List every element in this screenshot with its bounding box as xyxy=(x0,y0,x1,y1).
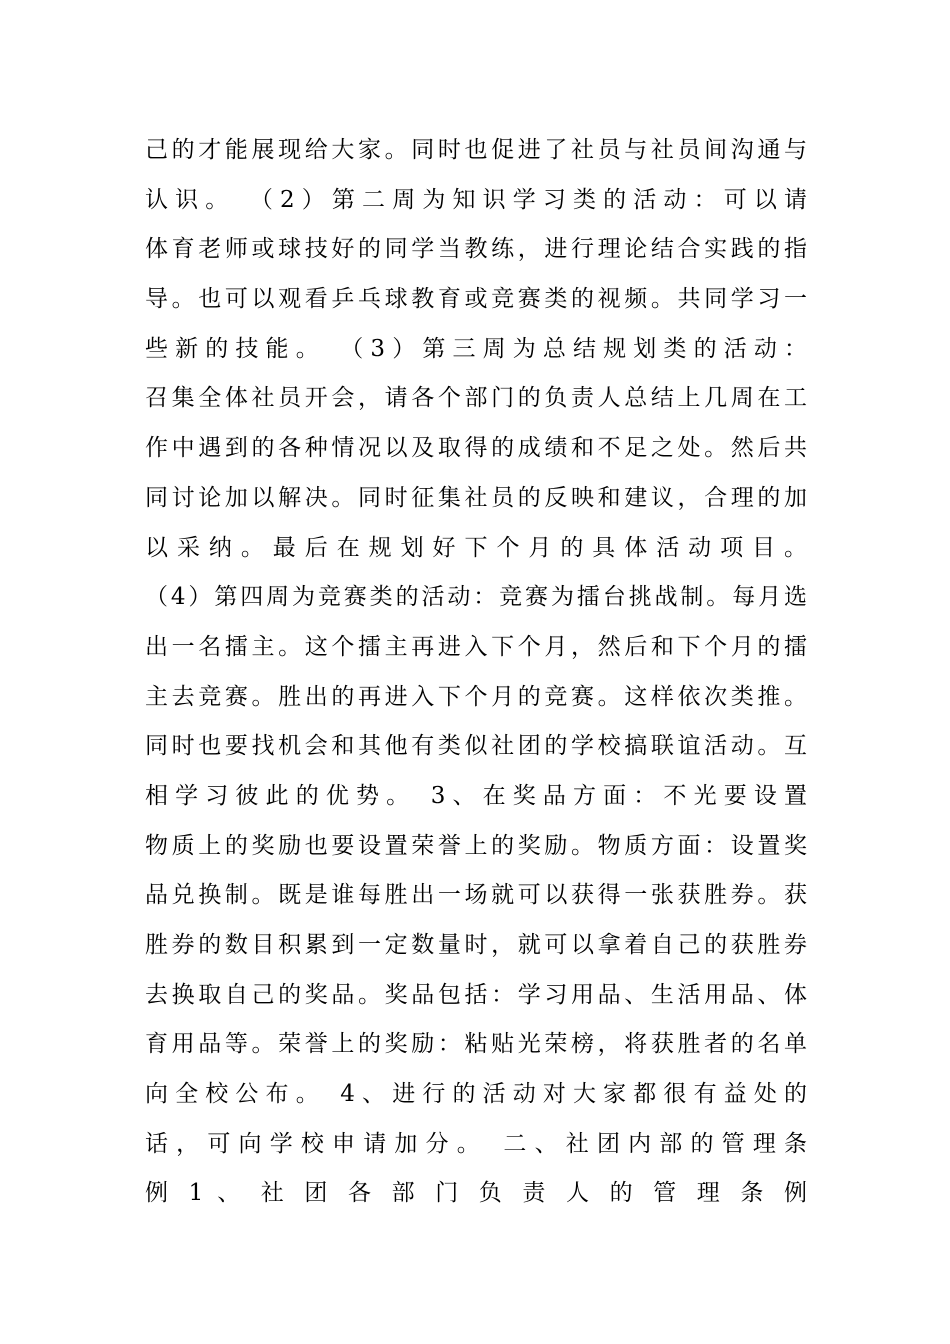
text-line-14: 相学习彼此的优势。 3、在奖品方面：不光要设置 xyxy=(145,782,807,809)
text-line-17: 胜券的数目积累到一定数量时，就可以拿着自己的获胜券 xyxy=(145,932,807,958)
text-line-12: 主去竞赛。胜出的再进入下个月的竞赛。这样依次类推。 xyxy=(145,683,807,710)
text-line-6: 召集全体社员开会，请各个部门的负责人总结上几周在工 xyxy=(145,385,807,412)
text-line-16: 品兑换制。既是谁每胜出一场就可以获得一张获胜券。获 xyxy=(145,882,807,909)
text-line-1: 己的才能展现给大家。同时也促进了社员与社员间沟通与 xyxy=(145,137,807,163)
text-line-13: 同时也要找机会和其他有类似社团的学校搞联谊活动。互 xyxy=(145,733,807,760)
text-line-2: 认识。 （2）第二周为知识学习类的活动：可以请 xyxy=(145,186,807,213)
text-line-22: 例 1 、 社 团 各 部 门 负 责 人 的 管 理 条 例 xyxy=(145,1180,807,1207)
text-line-4: 导。也可以观看乒乓球教育或竞赛类的视频。共同学习一 xyxy=(145,286,807,313)
text-line-3: 体育老师或球技好的同学当教练，进行理论结合实践的指 xyxy=(145,236,807,263)
text-line-10: （4）第四周为竞赛类的活动：竞赛为擂台挑战制。每月选 xyxy=(145,584,807,611)
text-line-20: 向全校公布。 4、进行的活动对大家都很有益处的 xyxy=(145,1081,807,1108)
text-line-7: 作中遇到的各种情况以及取得的成绩和不足之处。然后共 xyxy=(145,435,807,462)
text-line-9: 以 采 纳 。 最 后 在 规 划 好 下 个 月 的 具 体 活 动 项 目 。 xyxy=(145,534,807,561)
body-text xyxy=(145,126,807,1219)
text-line-21: 话，可向学校申请加分。 二、社团内部的管理条 xyxy=(145,1130,807,1157)
text-line-18: 去换取自己的奖品。奖品包括：学习用品、生活用品、体 xyxy=(145,981,807,1008)
text-line-15: 物质上的奖励也要设置荣誉上的奖励。物质方面：设置奖 xyxy=(145,832,807,859)
text-line-19: 育用品等。荣誉上的奖励：粘贴光荣榜，将获胜者的名单 xyxy=(145,1031,807,1058)
text-line-11: 出一名擂主。这个擂主再进入下个月，然后和下个月的擂 xyxy=(145,633,807,660)
text-line-8: 同讨论加以解决。同时征集社员的反映和建议，合理的加 xyxy=(145,484,807,511)
text-line-5: 些新的技能。 （3）第三周为总结规划类的活动： xyxy=(145,335,807,362)
